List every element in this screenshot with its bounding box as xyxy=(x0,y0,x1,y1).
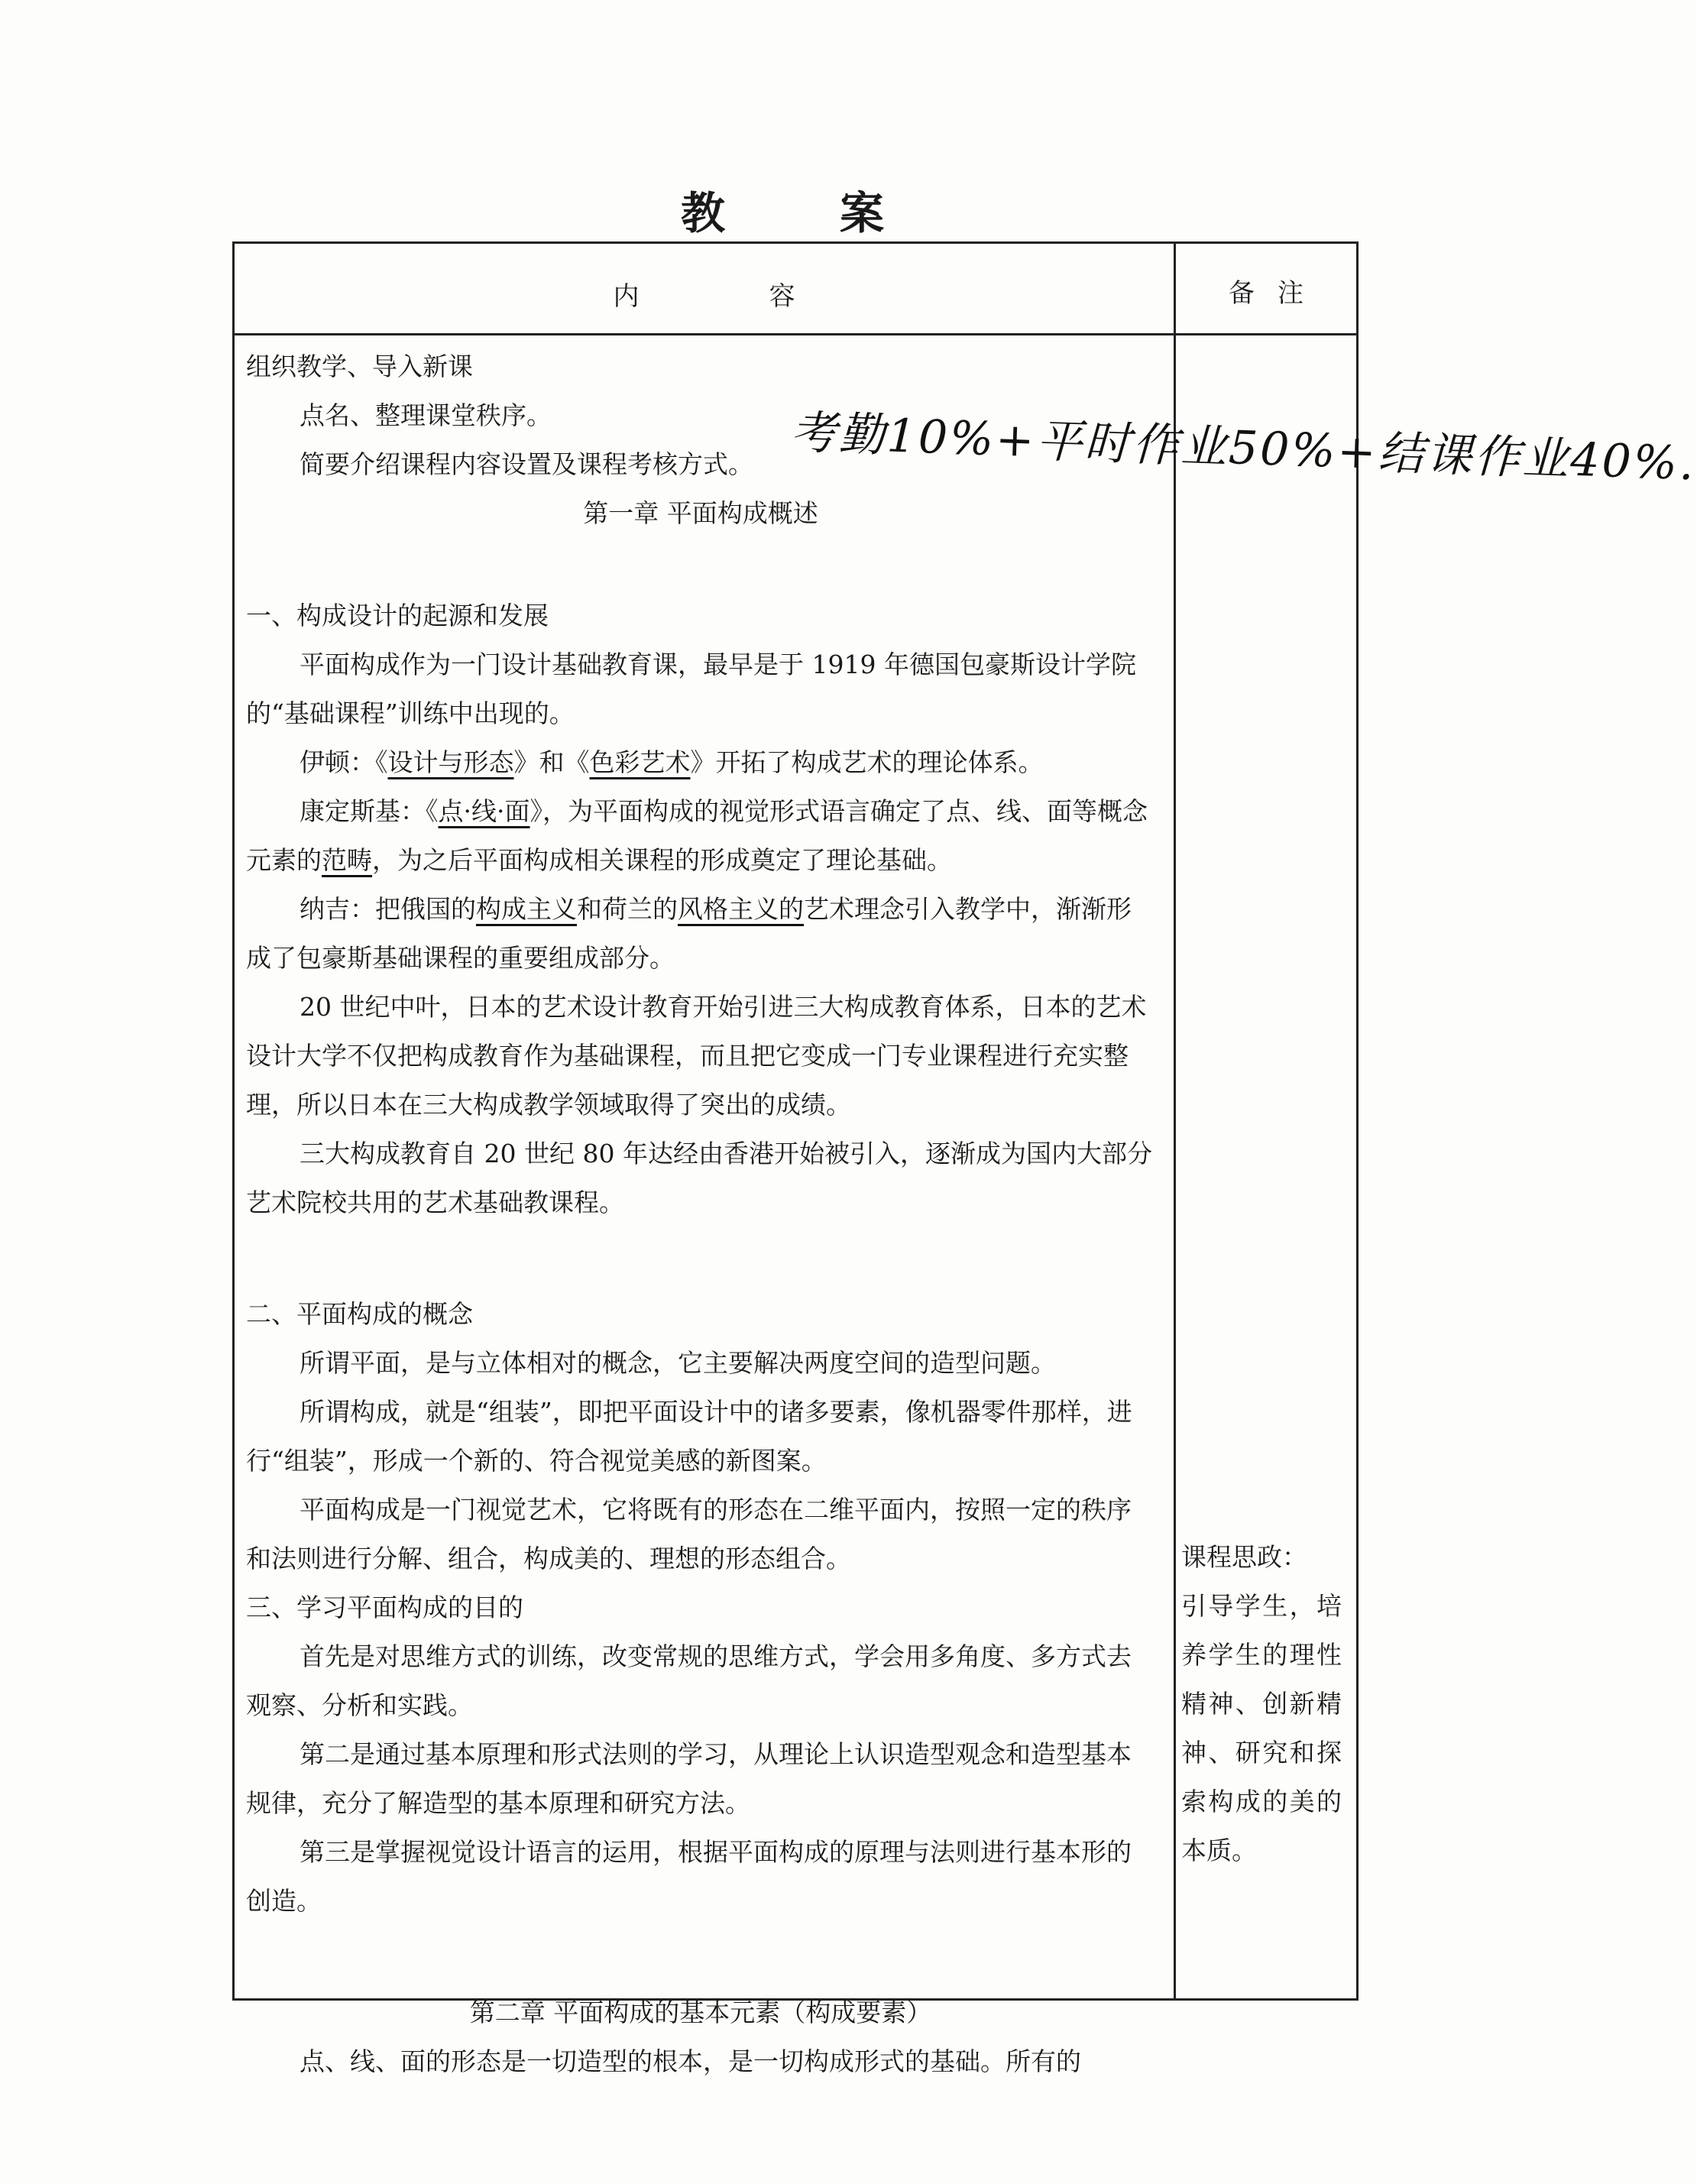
underlined-term: 构成主义 xyxy=(476,894,577,924)
section-2-paragraph: 所谓构成，就是“组装”，即把平面设计中的诸多要素，像机器零件那样，进行“组装”，形成一个新的、符合视觉美感的新图案。 xyxy=(246,1397,1132,1476)
section-3-paragraph: 第三是掌握视觉设计语言的运用，根据平面构成的原理与法则进行基本形的创造。 xyxy=(246,1837,1132,1916)
section-2-paragraph: 所谓平面，是与立体相对的概念，它主要解决两度空间的造型问题。 xyxy=(300,1348,1056,1378)
remark-cell xyxy=(1181,1533,1342,1875)
underlined-term: 范畴 xyxy=(322,845,372,875)
handwritten-grading-note: 考勤10%+平时作业50%+结课作业40%. xyxy=(789,406,1697,491)
section-1-paragraph: 20 世纪中叶，日本的艺术设计教育开始引进三大构成教育体系，日本的艺术设计大学不仅把构成教育作为基础课程，而且把它变成一门专业课程进行充实整理，所以日本在三大构成教学领域取得了突出的成绩。 xyxy=(246,992,1147,1120)
column-divider xyxy=(1174,241,1176,2001)
chapter-1-title: 第一章 平面构成概述 xyxy=(583,498,818,528)
remark-column-header: 备注 xyxy=(1229,278,1326,309)
underlined-term: 点·线·面 xyxy=(438,796,530,826)
intro-line-course-intro: 简要介绍课程内容设置及课程考核方式。 xyxy=(300,449,753,479)
remark-text: 引导学生，培养学生的理性精神、创新精神、研究和探索构成的美的本质。 xyxy=(1181,1591,1342,1865)
header-divider xyxy=(232,333,1359,335)
content-cell xyxy=(246,342,1155,2086)
section-1-paragraph: 伊顿：《设计与形态》和《色彩艺术》开拓了构成艺术的理论体系。 xyxy=(300,747,1044,777)
remark-label: 课程思政： xyxy=(1181,1542,1307,1572)
underlined-term: 风格主义的 xyxy=(678,894,804,924)
page-title: 教案 xyxy=(680,187,999,239)
section-2-paragraph: 平面构成是一门视觉艺术，它将既有的形态在二维平面内，按照一定的秩序和法则进行分解、组合，构成美的、理想的形态组合。 xyxy=(246,1495,1132,1573)
content-column-header: 内容 xyxy=(613,281,925,312)
intro-line-organize: 组织教学、导入新课 xyxy=(246,352,473,381)
section-3-paragraph: 首先是对思维方式的训练，改变常规的思维方式，学会用多角度、多方式去观察、分析和实践。 xyxy=(246,1641,1132,1720)
section-3-heading: 三、学习平面构成的目的 xyxy=(246,1593,523,1622)
section-2-heading: 二、平面构成的概念 xyxy=(246,1299,473,1329)
section-3-paragraph: 第二是通过基本原理和形式法则的学习，从理论上认识造型观念和造型基本规律，充分了解造型的基本原理和研究方法。 xyxy=(246,1739,1132,1818)
section-1-paragraph: 三大构成教育自 20 世纪 80 年达经由香港开始被引入，逐渐成为国内大部分艺术院校共用的艺术基础教课程。 xyxy=(246,1139,1152,1217)
underlined-term: 设计与形态 xyxy=(387,747,514,777)
section-1-paragraph: 平面构成作为一门设计基础教育课，最早是于 1919 年德国包豪斯设计学院的“基础课程”训练中出现的。 xyxy=(246,650,1136,728)
underlined-term: 色彩艺术 xyxy=(589,747,691,777)
chapter-2-title: 第二章 平面构成的基本元素（构成要素） xyxy=(469,1998,932,2027)
section-1-heading: 一、构成设计的起源和发展 xyxy=(246,601,549,630)
intro-line-rollcall: 点名、整理课堂秩序。 xyxy=(300,400,552,430)
section-1-paragraph: 康定斯基：《点·线·面》，为平面构成的视觉形式语言确定了点、线、面等概念元素的范畴，为之后平面构成相关课程的形成奠定了理论基础。 xyxy=(246,796,1148,875)
chapter-2-paragraph: 点、线、面的形态是一切造型的根本，是一切构成形式的基础。所有的 xyxy=(300,2046,1081,2076)
section-1-paragraph: 纳吉：把俄国的构成主义和荷兰的风格主义的艺术理念引入教学中，渐渐形成了包豪斯基础课程的重要组成部分。 xyxy=(246,894,1132,973)
